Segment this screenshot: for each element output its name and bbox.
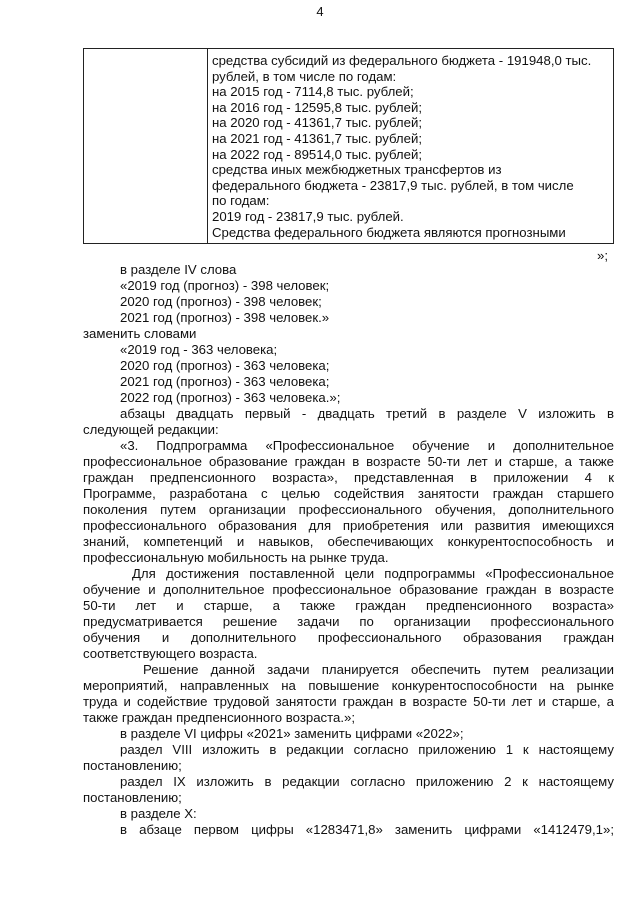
table-line: на 2020 год - 41361,7 тыс. рублей; — [212, 115, 422, 131]
text-line: соответствующего возраста. — [83, 646, 258, 661]
text-line: следующей редакции: — [83, 422, 219, 437]
table-line: Средства федерального бюджета являются прогнозными — [212, 224, 566, 240]
document-body — [83, 262, 614, 838]
text-line: профессиональное образование граждан в возрасте 50-ти лет и старше, а также — [83, 454, 614, 469]
text-line: обучение и дополнительное профессиональное образование граждан в возрасте — [83, 582, 614, 597]
text-line: 2021 год (прогноз) - 363 человека; — [120, 374, 330, 389]
page-number: 4 — [316, 4, 324, 19]
text-line: профессиональную мобильность на рынке труда. — [83, 550, 389, 565]
table-line: по годам: — [212, 193, 270, 209]
text-line: заменить словами — [83, 326, 197, 341]
table-line: на 2015 год - 7114,8 тыс. рублей; — [212, 84, 414, 100]
text-line: раздел VIII изложить в редакции согласно приложению 1 к настоящему — [120, 742, 614, 757]
text-line: 2020 год (прогноз) - 398 человек; — [120, 294, 322, 309]
text-line: Решение данной задачи планируется обеспечить путем реализации — [143, 662, 614, 677]
table-line: на 2022 год - 89514,0 тыс. рублей; — [212, 146, 422, 162]
text-line: 50-ти лет и старше, а также граждан предпенсионного возраста» — [83, 598, 614, 613]
table-line: 2019 год - 23817,9 тыс. рублей. — [212, 208, 404, 224]
table-line: рублей, в том числе по годам: — [212, 68, 397, 84]
text-line: труда и содействие трудовой занятости граждан в возрасте 50-ти лет и старше, а — [83, 694, 614, 709]
text-line: профессионального образования для приобретения или развития имеющихся — [83, 518, 614, 533]
text-line: в разделе VI цифры «2021» заменить цифрами «2022»; — [120, 726, 464, 741]
text-line: 2020 год (прогноз) - 363 человека; — [120, 358, 330, 373]
text-line: Для достижения поставленной цели подпрограммы «Профессиональное — [132, 566, 614, 581]
text-line: мероприятий, направленных на повышение конкурентоспособности на рынке — [83, 678, 614, 693]
text-line: «2019 год (прогноз) - 398 человек; — [120, 278, 330, 293]
table-line: на 2016 год - 12595,8 тыс. рублей; — [212, 99, 422, 115]
table-line: на 2021 год - 41361,7 тыс. рублей; — [212, 130, 422, 146]
text-line: 2022 год (прогноз) - 363 человека.»; — [120, 390, 341, 405]
text-line: граждан предпенсионного возраста», представленная в приложении 4 к — [83, 470, 614, 485]
text-line: в разделе X: — [120, 806, 197, 821]
text-line: «2019 год - 363 человека; — [120, 342, 278, 357]
text-line: Программе, разработана с целью содействия занятости граждан старшего — [83, 486, 614, 501]
text-line: постановлению; — [83, 790, 182, 805]
text-line: раздел IX изложить в редакции согласно приложению 2 к настоящему — [120, 774, 614, 789]
text-line: постановлению; — [83, 758, 182, 773]
text-line: 2021 год (прогноз) - 398 человек.» — [120, 310, 330, 325]
text-line: предусматривается решение задачи по организации профессионального — [83, 614, 614, 629]
text-line: в разделе IV слова — [120, 262, 237, 277]
table-empty-cell — [84, 49, 208, 243]
text-line: также граждан предпенсионного возраста.»; — [83, 710, 356, 725]
text-line: «3. Подпрограмма «Профессиональное обучение и дополнительное — [120, 438, 614, 453]
table-line: федерального бюджета - 23817,9 тыс. рублей, в том числе — [212, 177, 574, 193]
table-line: средства субсидий из федерального бюджета - 191948,0 тыс. — [212, 53, 592, 68]
text-line: поколения путем организации профессионального обучения, дополнительного — [83, 502, 614, 517]
text-line: в абзаце первом цифры «1283471,8» заменить цифрами «1412479,1»; — [120, 822, 614, 837]
text-line: обучения и дополнительного профессионального образования граждан — [83, 630, 614, 645]
funding-table — [83, 48, 614, 244]
text-line: абзацы двадцать первый - двадцать третий в разделе V изложить в — [120, 406, 614, 421]
text-line: знаний, компетенций и навыков, обеспечивающих конкурентоспособность и — [83, 534, 614, 549]
table-text-cell — [208, 49, 613, 243]
table-line: средства иных межбюджетных трансфертов из — [212, 162, 502, 178]
table-closing-quote: »; — [597, 248, 608, 263]
